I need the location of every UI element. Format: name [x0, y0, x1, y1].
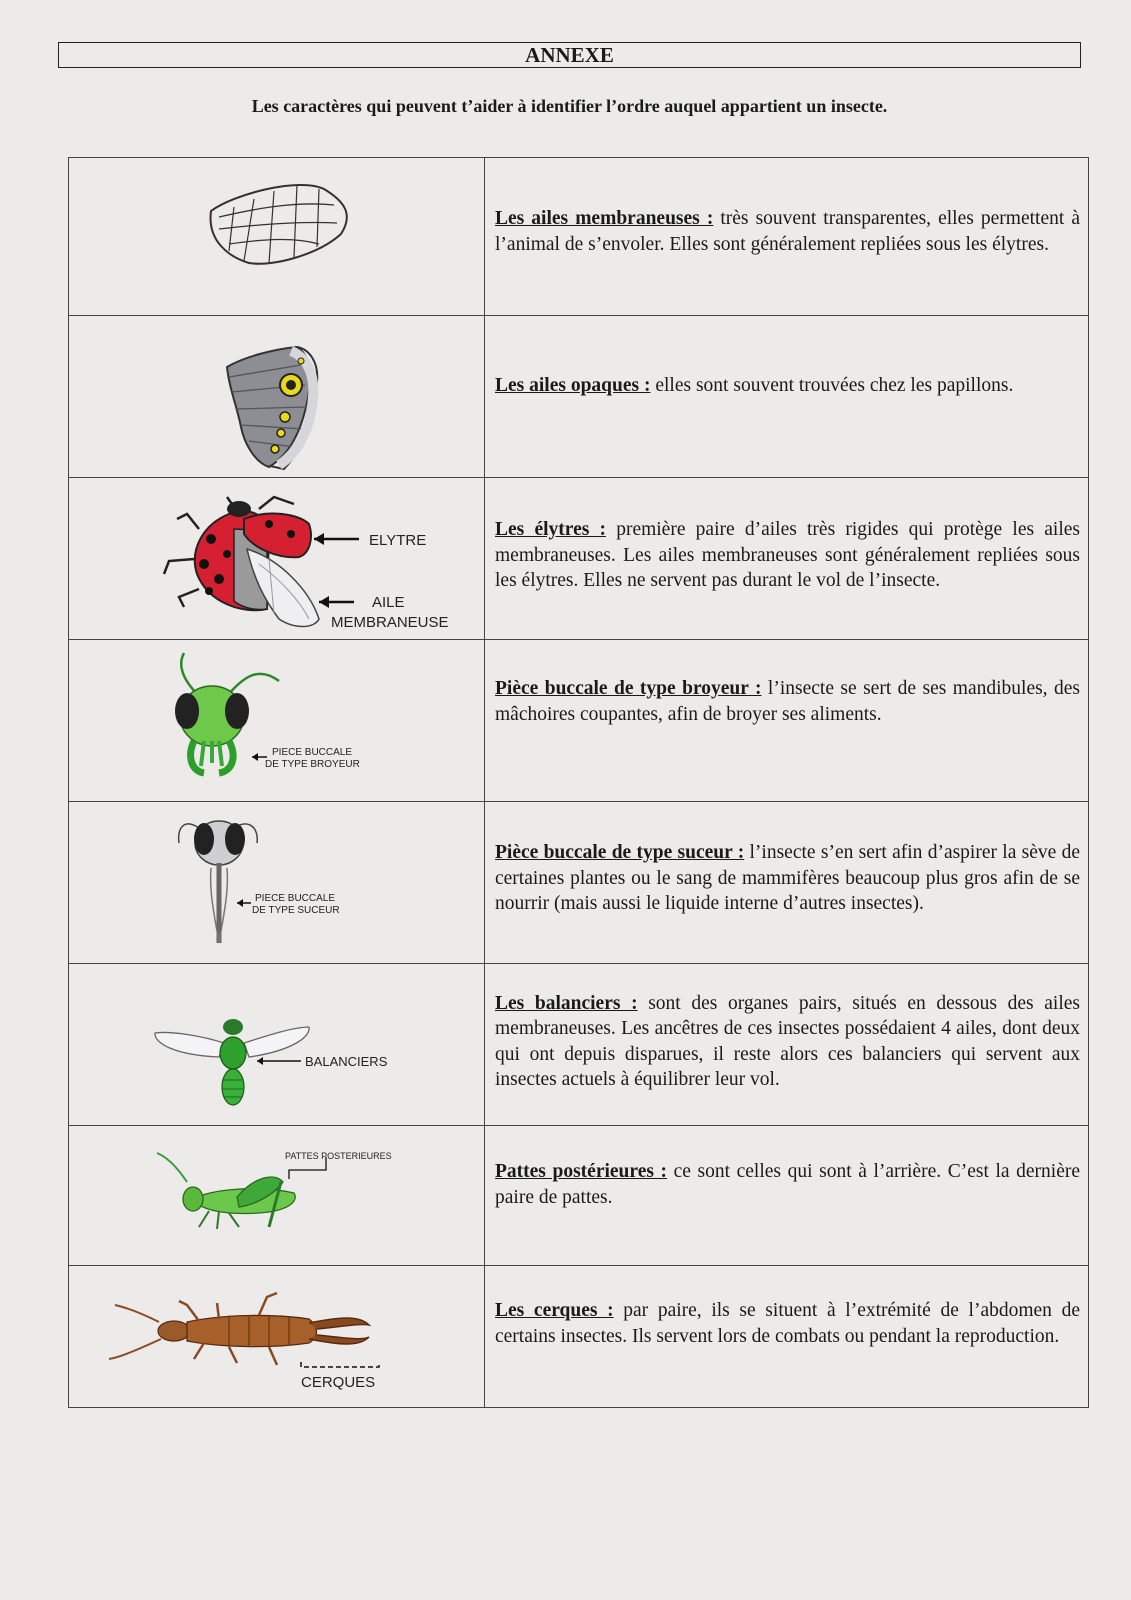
table-row — [69, 1126, 1089, 1266]
trait-description: l’insecte s’en sert afin d’aspirer la sève de certaines plantes ou le sang de mammifères beaucoup plus gros afin de se nourrir (mais aussi le liquide interne d’autres insectes). — [495, 842, 1080, 915]
table-row — [69, 478, 1089, 640]
illustration-cell — [69, 478, 485, 640]
description-cell — [485, 478, 1089, 640]
label-type-suceur: DE TYPE SUCEUR — [252, 904, 340, 916]
trait-description: l’insecte se sert de ses mandibules, des mâchoires coupantes, afin de broyer ses aliments. — [495, 678, 1080, 725]
illustration-cell — [69, 964, 485, 1126]
label-balanciers: BALANCIERS — [305, 1053, 388, 1069]
description-cell — [485, 964, 1089, 1126]
ladybug-elytra-illustration — [69, 479, 484, 639]
trait-term: Pattes postérieures : — [495, 1161, 668, 1182]
trait-description: sont des organes pairs, situés en dessous des ailes membraneuses. Les ancêtres de ces insectes possédaient 4 ailes, dont deux qui ont depuis disparues, il reste alors ces balanciers qui servent aux insectes actuels à équilibrer leur vol. — [495, 992, 1080, 1090]
description-cell — [485, 316, 1089, 478]
description-cell — [485, 1266, 1089, 1408]
label-type-broyeur: DE TYPE BROYEUR — [265, 758, 360, 770]
table-row — [69, 640, 1089, 802]
illustration-cell — [69, 158, 485, 316]
trait-term: Les cerques : — [495, 1300, 614, 1321]
page-title: ANNEXE — [58, 42, 1081, 68]
trait-term: Les balanciers : — [495, 992, 638, 1014]
illustration-cell — [69, 1266, 485, 1408]
description-cell — [485, 802, 1089, 964]
trait-term: Pièce buccale de type broyeur : — [495, 678, 762, 699]
table-row — [69, 316, 1089, 478]
description-cell — [485, 158, 1089, 316]
trait-description: elles sont souvent trouvées chez les papillons. — [650, 374, 1014, 396]
trait-description: première paire d’ailes très rigides qui protège les ailes membraneuses. Les ailes membraneuses sont généralement repliées sous les élytres. Elles ne servent pas durant le vol de l’insecte. — [495, 519, 1081, 592]
table-row — [69, 158, 1089, 316]
chewing-mouthparts-illustration — [69, 641, 484, 801]
page-subtitle: Les caractères qui peuvent t’aider à identifier l’ordre auquel appartient un insecte. — [251, 96, 888, 116]
opaque-wing-illustration — [69, 317, 484, 477]
trait-description: très souvent transparentes, elles permettent à l’animal de s’envoler. Elles sont généralement repliées sous les élytres. — [495, 208, 1080, 255]
insect-traits-table — [68, 157, 1089, 1408]
illustration-cell — [69, 640, 485, 802]
description-cell — [485, 1126, 1089, 1266]
illustration-cell — [69, 316, 485, 478]
halteres-fly-illustration — [69, 965, 484, 1125]
sucking-mouthparts-illustration — [69, 803, 484, 963]
label-cerques: CERQUES — [301, 1373, 376, 1391]
label-membraneuse: MEMBRANEUSE — [331, 613, 449, 631]
trait-term: Les ailes membraneuses : — [495, 208, 714, 229]
table-row — [69, 964, 1089, 1126]
label-aile: AILE — [372, 593, 405, 611]
illustration-cell — [69, 1126, 485, 1266]
label-pattes-posterieures: PATTES POSTERIEURES — [285, 1150, 392, 1161]
illustration-cell — [69, 802, 485, 964]
trait-term: Les élytres : — [495, 519, 606, 541]
label-elytre: ELYTRE — [369, 531, 427, 549]
grasshopper-hind-legs-illustration — [69, 1127, 484, 1265]
description-cell — [485, 640, 1089, 802]
label-piece-buccale: PIECE BUCCALE — [255, 892, 336, 904]
trait-term: Pièce buccale de type suceur : — [495, 842, 745, 864]
label-piece-buccale: PIECE BUCCALE — [272, 746, 353, 758]
earwig-cerci-illustration — [69, 1267, 484, 1407]
trait-description: par paire, ils se situent à l’extrémité de l’abdomen de certains insectes. Ils servent lors de combats ou pendant la reproduction. — [495, 1300, 1080, 1347]
membranous-wing-illustration — [69, 159, 484, 314]
trait-description: ce sont celles qui sont à l’arrière. C’est la dernière paire de pattes. — [495, 1161, 1080, 1208]
trait-term: Les ailes opaques : — [495, 374, 651, 396]
table-row — [69, 1266, 1089, 1408]
table-row — [69, 802, 1089, 964]
